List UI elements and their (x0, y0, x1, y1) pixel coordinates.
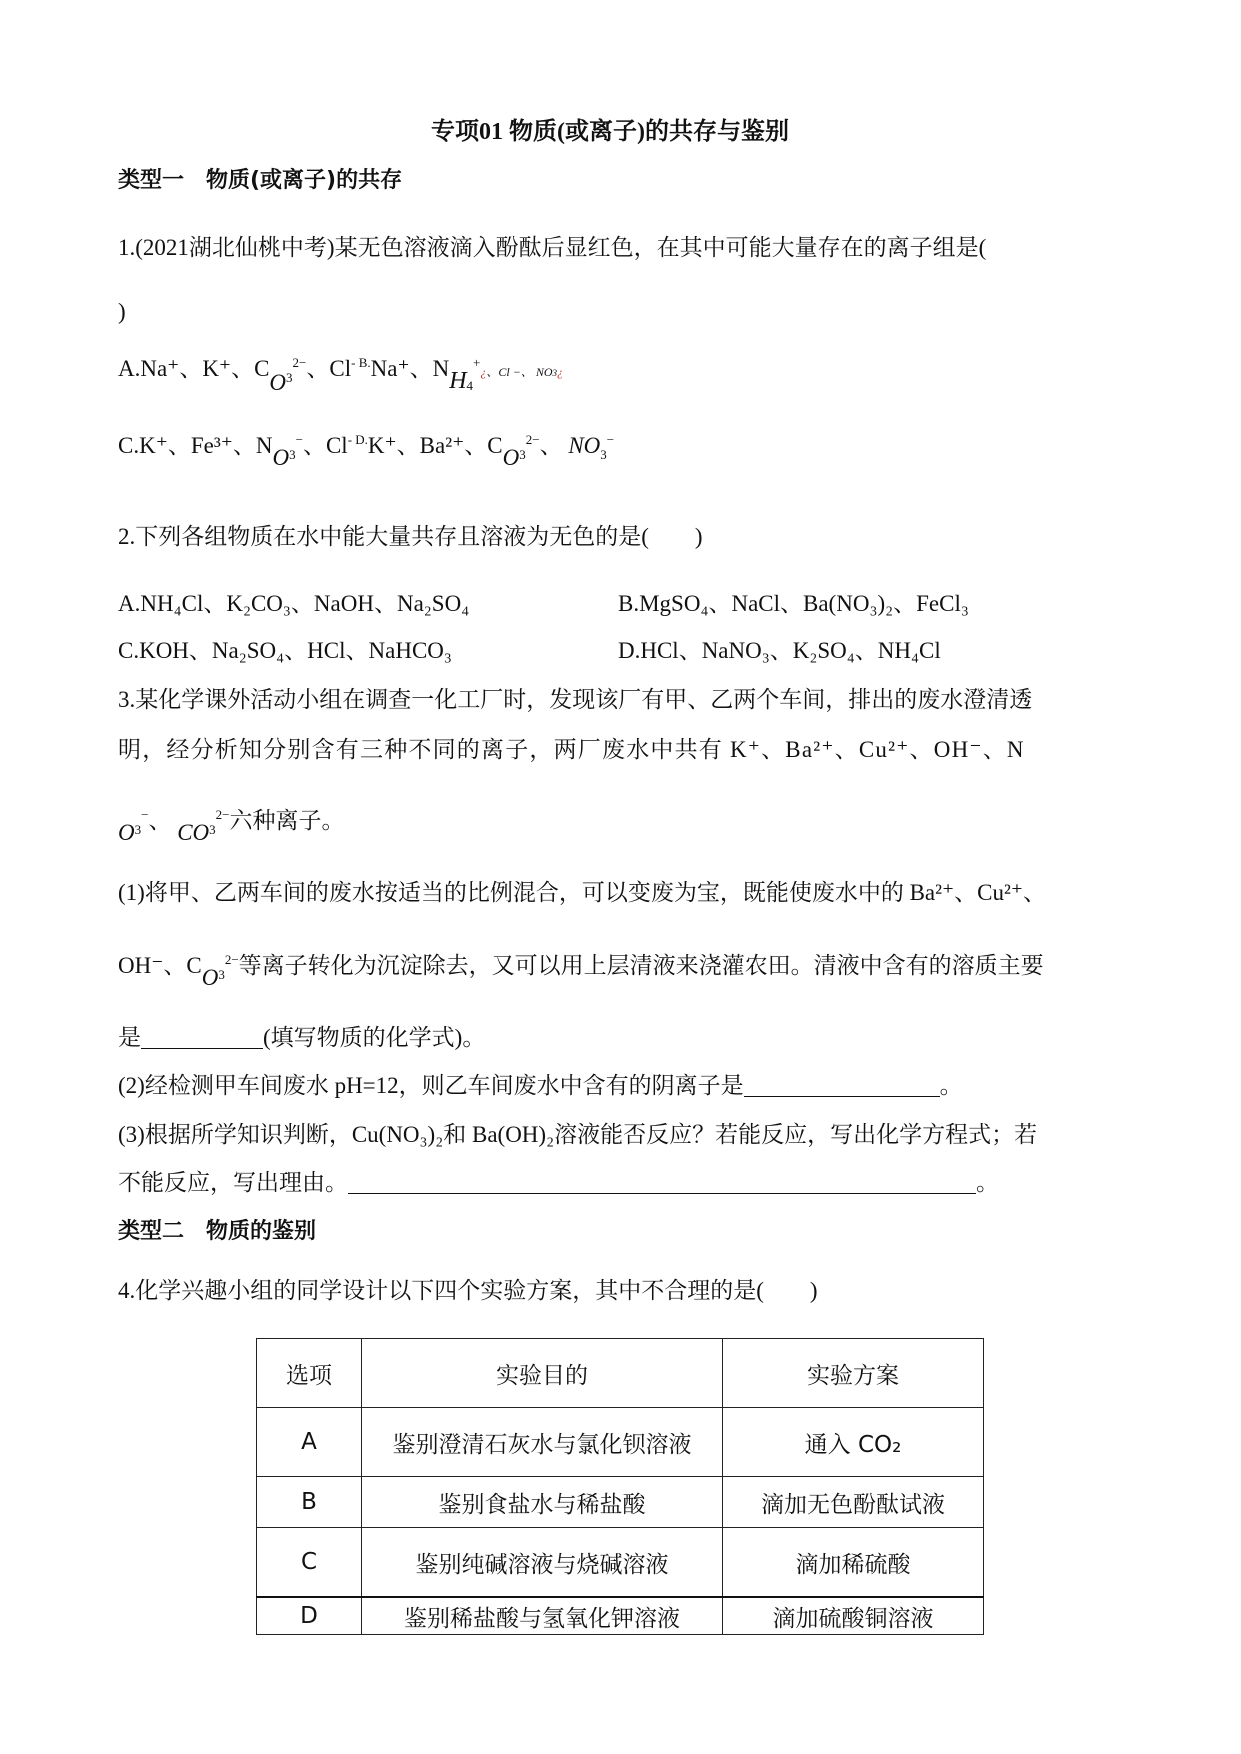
row-option: D (257, 1597, 362, 1635)
row-purpose: 鉴别澄清石灰水与氯化钡溶液 (362, 1408, 723, 1477)
row-plan: 通入 CO₂ (723, 1408, 984, 1477)
q1-option-a: A.Na⁺、K⁺、$CO_3^{2-}$、$Cl^{- B.}Na^+$、$NH_4^+¿$、Cl −、 NO3¿ (118, 355, 563, 395)
row-purpose: 鉴别食盐水与稀盐酸 (362, 1477, 723, 1528)
q1-option-c: C.K⁺、Fe³⁺、$NO_3^-$、$Cl^{- D.}K^+$、Ba²⁺、$CO_3^{2-}$、 $NO_3^-$ (118, 432, 615, 470)
q3-part3-line2: 不能反应，写出理由。 。 (118, 1170, 999, 1195)
q2-stem: 2.下列各组物质在水中能大量共存且溶液为无色的是( ) (118, 524, 703, 549)
q3-line3: $O_3^-$、 $CO_3^{2-}$六种离子。 (118, 807, 345, 845)
header-purpose: 实验目的 (362, 1339, 723, 1408)
table-row (257, 1597, 984, 1635)
row-purpose: 鉴别稀盐酸与氢氧化钾溶液 (362, 1597, 723, 1635)
q3-line2: 明，经分析知分别含有三种不同的离子，两厂废水中共有 K⁺、Ba²⁺、Cu²⁺、OH⁻、N (118, 737, 1025, 762)
experiment-table (256, 1338, 984, 1635)
row-option: B (257, 1477, 362, 1528)
q1-close: ) (118, 299, 126, 324)
row-plan: 滴加硫酸铜溶液 (723, 1597, 984, 1635)
q3-part1-line2: OH⁻、$CO_3^{2-}$等离子转化为沉淀除去，又可以用上层清液来浇灌农田。清液中含有的溶质主要 (118, 952, 1044, 990)
q2-option-d: D.HCl、NaNO₃、K₂SO₄、NH₄Cl (618, 638, 941, 663)
q4-stem: 4.化学兴趣小组的同学设计以下四个实验方案，其中不合理的是( ) (118, 1278, 818, 1303)
row-plan: 滴加无色酚酞试液 (723, 1477, 984, 1528)
header-option: 选项 (257, 1339, 362, 1408)
row-plan: 滴加稀硫酸 (723, 1528, 984, 1598)
table-row (257, 1477, 984, 1528)
section-heading-2: 类型二 物质的鉴别 (118, 1219, 317, 1244)
answer-blank-3[interactable] (348, 1169, 976, 1194)
q3-part1-line3: 是 (填写物质的化学式)。 (118, 1025, 486, 1050)
q3-part2: (2)经检测甲车间废水 pH=12，则乙车间废水中含有的阴离子是 。 (118, 1073, 963, 1098)
q3-line1: 3.某化学课外活动小组在调查一化工厂时，发现该厂有甲、乙两个车间，排出的废水澄清透 (118, 687, 1033, 712)
table-header-row (257, 1339, 984, 1408)
row-option: C (257, 1528, 362, 1598)
answer-blank-1[interactable] (141, 1024, 263, 1049)
table-row (257, 1408, 984, 1477)
q2-option-a: A.NH₄Cl、K₂CO₃、NaOH、Na₂SO₄ (118, 591, 470, 616)
section-heading-1: 类型一 物质(或离子)的共存 (118, 168, 403, 193)
q2-option-b: B.MgSO₄、NaCl、Ba(NO₃)₂、FeCl₃ (618, 591, 969, 616)
header-plan: 实验方案 (723, 1339, 984, 1408)
page-title: 专项01 物质(或离子)的共存与鉴别 (431, 119, 789, 145)
answer-blank-2[interactable] (744, 1072, 940, 1097)
q1-stem: 1.(2021湖北仙桃中考)某无色溶液滴入酚酞后显红色，在其中可能大量存在的离子组是( (118, 235, 987, 260)
q3-part3-line1: (3)根据所学知识判断，Cu(NO₃)₂和 Ba(OH)₂溶液能否反应？若能反应，写出化学方程式；若 (118, 1122, 1038, 1147)
q3-part1-line1: (1)将甲、乙两车间的废水按适当的比例混合，可以变废为宝，既能使废水中的 Ba²⁺、Cu²⁺、 (118, 880, 1047, 905)
row-option: A (257, 1408, 362, 1477)
row-purpose: 鉴别纯碱溶液与烧碱溶液 (362, 1528, 723, 1598)
q2-option-c: C.KOH、Na₂SO₄、HCl、NaHCO₃ (118, 638, 452, 663)
table-row (257, 1528, 984, 1598)
